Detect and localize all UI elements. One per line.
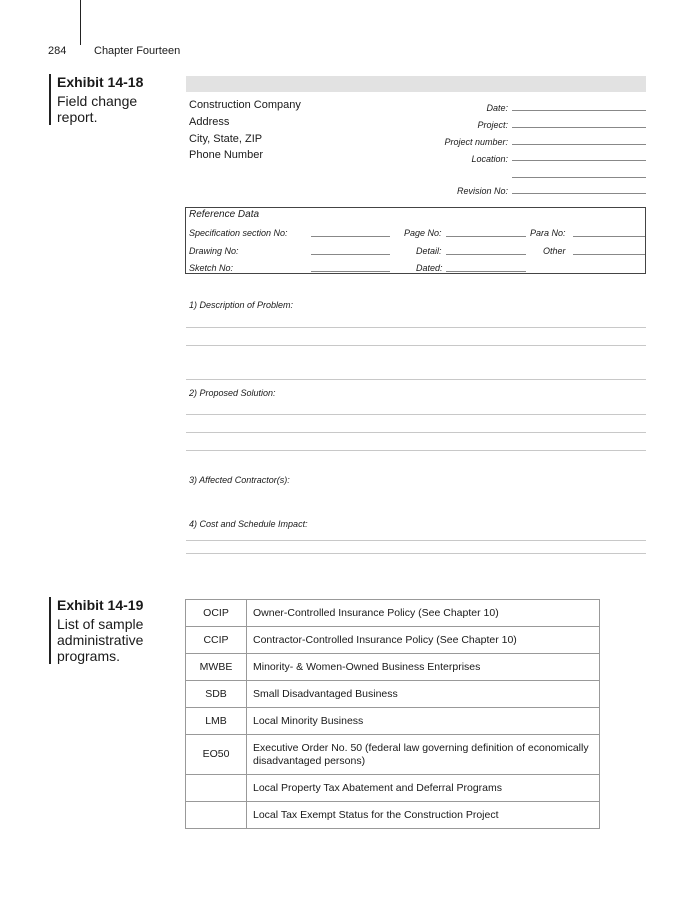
drawing-no-field[interactable] xyxy=(311,254,390,255)
program-code xyxy=(186,775,247,802)
specification-section-label: Specification section No: xyxy=(189,228,288,238)
exhibit-title: Exhibit 14-19 xyxy=(57,597,144,613)
para-no-field[interactable] xyxy=(573,236,645,237)
page-number: 284 xyxy=(48,45,67,57)
project-number-field[interactable] xyxy=(512,144,646,145)
date-label: Date: xyxy=(486,103,508,113)
specification-section-field[interactable] xyxy=(311,236,390,237)
description-of-problem-line[interactable] xyxy=(186,327,646,328)
sketch-no-field[interactable] xyxy=(311,271,390,272)
company-address: Address xyxy=(189,116,230,128)
cost-schedule-impact-line[interactable] xyxy=(186,553,646,554)
dated-field[interactable] xyxy=(446,271,526,272)
chapter-title: Chapter Fourteen xyxy=(94,45,181,57)
program-description: Executive Order No. 50 (federal law governing definition of economically disadvantaged persons) xyxy=(247,735,600,775)
program-description: Minority- & Women-Owned Business Enterprises xyxy=(247,654,600,681)
administrative-programs-table xyxy=(185,599,600,829)
location-field-line-2[interactable] xyxy=(512,177,646,178)
proposed-solution-line[interactable] xyxy=(186,432,646,433)
proposed-solution-line[interactable] xyxy=(186,414,646,415)
company-city-state-zip: City, State, ZIP xyxy=(189,133,263,145)
description-of-problem-line[interactable] xyxy=(186,379,646,380)
table-row xyxy=(186,735,600,775)
program-code: MWBE xyxy=(186,654,247,681)
date-field[interactable] xyxy=(512,110,646,111)
program-description: Local Tax Exempt Status for the Construction Project xyxy=(247,802,600,829)
program-code: SDB xyxy=(186,681,247,708)
form-header-bar xyxy=(186,76,646,92)
cost-schedule-impact-line[interactable] xyxy=(186,540,646,541)
table-row xyxy=(186,775,600,802)
cost-schedule-impact-label: 4) Cost and Schedule Impact: xyxy=(189,519,308,529)
description-of-problem-label: 1) Description of Problem: xyxy=(189,300,294,310)
program-description: Contractor-Controlled Insurance Policy (See Chapter 10) xyxy=(247,627,600,654)
proposed-solution-label: 2) Proposed Solution: xyxy=(189,388,276,398)
other-label: Other xyxy=(543,246,566,256)
program-code: CCIP xyxy=(186,627,247,654)
reference-data-title: Reference Data xyxy=(189,209,260,220)
table-row xyxy=(186,600,600,627)
header-divider xyxy=(80,0,81,45)
project-number-label: Project number: xyxy=(444,137,508,147)
program-code: EO50 xyxy=(186,735,247,775)
program-code: OCIP xyxy=(186,600,247,627)
program-description: Small Disadvantaged Business xyxy=(247,681,600,708)
table-row xyxy=(186,708,600,735)
exhibit-description: List of sample administrative programs. xyxy=(57,616,144,664)
detail-field[interactable] xyxy=(446,254,526,255)
table-row xyxy=(186,681,600,708)
company-phone: Phone Number xyxy=(189,149,263,161)
revision-no-label: Revision No: xyxy=(456,186,508,196)
program-code xyxy=(186,802,247,829)
sketch-no-label: Sketch No: xyxy=(189,263,234,273)
drawing-no-label: Drawing No: xyxy=(189,246,239,256)
para-no-label: Para No: xyxy=(530,228,566,238)
location-field[interactable] xyxy=(512,160,646,161)
table-row xyxy=(186,627,600,654)
revision-no-field[interactable] xyxy=(512,193,646,194)
program-code: LMB xyxy=(186,708,247,735)
detail-label: Detail: xyxy=(416,246,442,256)
company-name: Construction Company xyxy=(189,99,301,111)
project-field[interactable] xyxy=(512,127,646,128)
description-of-problem-line[interactable] xyxy=(186,345,646,346)
exhibit-title: Exhibit 14-18 xyxy=(57,74,144,90)
program-description: Owner-Controlled Insurance Policy (See Chapter 10) xyxy=(247,600,600,627)
exhibit-14-18-caption xyxy=(49,74,152,125)
proposed-solution-line[interactable] xyxy=(186,450,646,451)
table-row xyxy=(186,654,600,681)
program-description: Local Minority Business xyxy=(247,708,600,735)
affected-contractors-label: 3) Affected Contractor(s): xyxy=(189,475,290,485)
exhibit-14-19-caption xyxy=(49,597,152,664)
page-no-field[interactable] xyxy=(446,236,526,237)
other-field[interactable] xyxy=(573,254,645,255)
dated-label: Dated: xyxy=(416,263,443,273)
project-label: Project: xyxy=(477,120,508,130)
program-description: Local Property Tax Abatement and Deferral Programs xyxy=(247,775,600,802)
location-label: Location: xyxy=(471,154,508,164)
table-row xyxy=(186,802,600,829)
exhibit-description: Field change report. xyxy=(57,93,138,125)
page-no-label: Page No: xyxy=(404,228,442,238)
